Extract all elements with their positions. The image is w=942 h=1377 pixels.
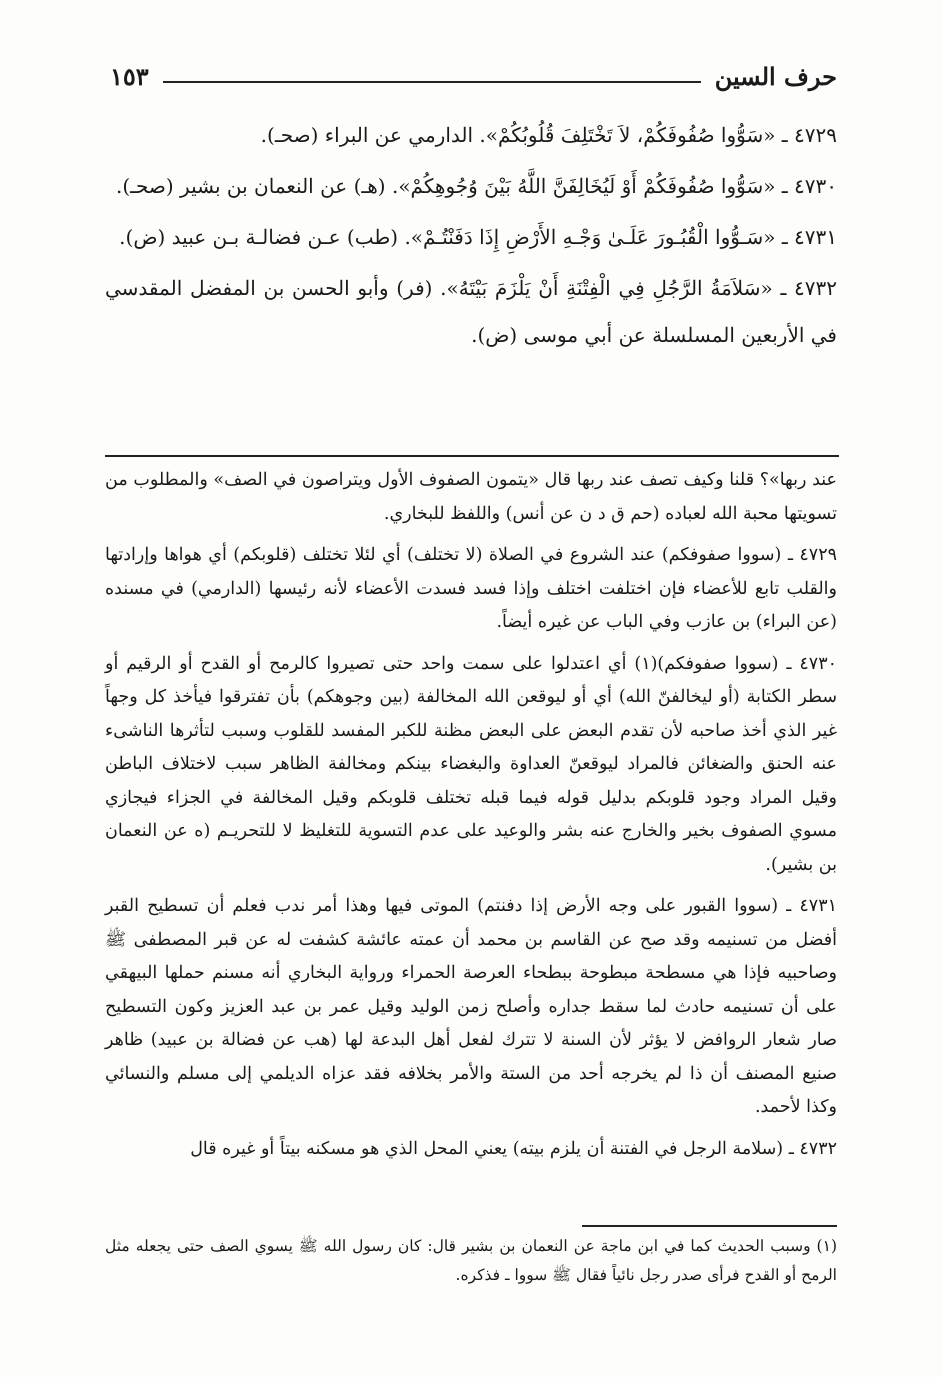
commentary-paragraph: ٤٧٣١ ـ (سووا القبور على وجه الأرض إذا دفنتم) الموتى فيها وهذا أمر ندب فعلم أن تسطيح القبر أفضل من تسنيمه وقد صح عن القاسم بن محمد أن عمته عائشة كشفت له عن قبر المصطفى ﷺ وصاحبيه فإذا هي مسطحة مبطوحة ببطحاء العرصة الحمراء ورواية البخاري أنه مسنم حملها البيهقي على أن تسنيمه حادث لما سقط جداره وأصلح زمن الوليد وقيل عمر بن عبد العزيز وكون التسطيح صار شعار الروافض لا يؤثر لأن السنة لا تترك لفعل أهل البدعة لها (هب عن فضالة بن عبيد) ظاهر صنيع المصنف أن ذا لم يخرجه أحد من الستة والأمر بخلافه فقد عزاه الديلمي إلى مسلم والنسائي وكذا لأحمد. — [105, 896, 837, 1117]
page-number: ١٥٣ — [110, 61, 149, 91]
footnote-section — [105, 1232, 837, 1290]
footnote: (١) وسبب الحديث كما في ابن ماجة عن النعمان بن بشير قال: كان رسول الله ﷺ يسوي الصف حتى يجعله مثل الرمح أو القدح فرأى صدر رجل نائياً فقال ﷺ سووا ـ فذكره. — [105, 1237, 837, 1284]
header-rule — [163, 81, 701, 83]
commentary-paragraph: ٤٧٣٠ ـ (سووا صفوفكم)(١) أي اعتدلوا على سمت واحد حتى تصيروا كالرمح أو القدح أو الرقيم أو سطر الكتابة (أو ليخالفنّ الله) أي أو ليوقعن الله المخالفة (بين وجوهكم) بأن تفترقوا فيأخذ كل وجهاً غير الذي أخذ صاحبه لأن تقدم البعض على البعض مظنة للكبر المفسد للقلوب وسبب لتأثرها الناشىء عنه الحنق والضغائن فالمراد ليوقعنّ العداوة والبغضاء بينكم ومخالفة الظاهر سبب لاختلاف الباطن وقيل المراد وجود قلوبكم بدليل قوله فيما قبله تختلف قلوبكم وقيل المخالفة في الجزاء فيجازي مسوي الصفوف بخير والخارج عنه بشر والوعيد على عدم التسوية للتغليظ لا للتحريـم (ه عن النعمان بن بشير). — [105, 653, 837, 875]
section-divider — [105, 455, 839, 457]
hadith-text-section — [105, 112, 837, 363]
running-title: حرف السين — [714, 61, 837, 91]
page-header — [110, 56, 837, 96]
hadith-entry: ٤٧٣٢ ـ «سَلاَمَةُ الرَّجُلِ فِي الْفِتْنَةِ أَنْ يَلْزَمَ بَيْتَهُ». (فر) وأبو الحسن بن المفضل المقدسي في الأربعين المسلسلة عن أبي موسى (ض). — [105, 276, 837, 347]
hadith-entry: ٤٧٣١ ـ «سَـوُّوا الْقُبُـورَ عَلَـىٰ وَجْـهِ الأَرْضِ إِذَا دَفَنْتُـمْ». (طب) عـن فضالـة بـن عبيد (ض). — [119, 225, 837, 249]
commentary-paragraph: عند ربها»؟ قلنا وكيف تصف عند ربها قال «يتمون الصفوف الأول ويتراصون في الصف» والمطلوب من تسويتها محبة الله لعباده (حم ق د ن عن أنس) واللفظ للبخاري. — [105, 470, 837, 524]
hadith-entry: ٤٧٣٠ ـ «سَوُّوا صُفُوفَكُمْ أَوْ لَيُخَالِفَنَّ اللَّهُ بَيْنَ وُجُوهِكُمْ». (هـ) عن النعمان بن بشير (صحـ). — [115, 174, 837, 198]
footnote-divider — [582, 1225, 837, 1227]
commentary-section — [105, 464, 837, 1174]
commentary-paragraph: ٤٧٣٢ ـ (سلامة الرجل في الفتنة أن يلزم بيته) يعني المحل الذي هو مسكنه بيتاً أو غيره قال — [190, 1138, 837, 1159]
hadith-entry: ٤٧٢٩ ـ «سَوُّوا صُفُوفَكُمْ، لاَ تَخْتَلِفَ قُلُوبُكُمْ». الدارمي عن البراء (صحـ). — [260, 123, 837, 147]
commentary-paragraph: ٤٧٢٩ ـ (سووا صفوفكم) عند الشروع في الصلاة (لا تختلف) أي لئلا تختلف (قلوبكم) أي هواها وإرادتها والقلب تابع للأعضاء فإن اختلفت اختلف وإذا فسد فسدت الأعضاء لأنه رئيسها (الدارمي) في مسنده (عن البراء) بن عازب وفي الباب عن غيره أيضاً. — [105, 545, 837, 632]
